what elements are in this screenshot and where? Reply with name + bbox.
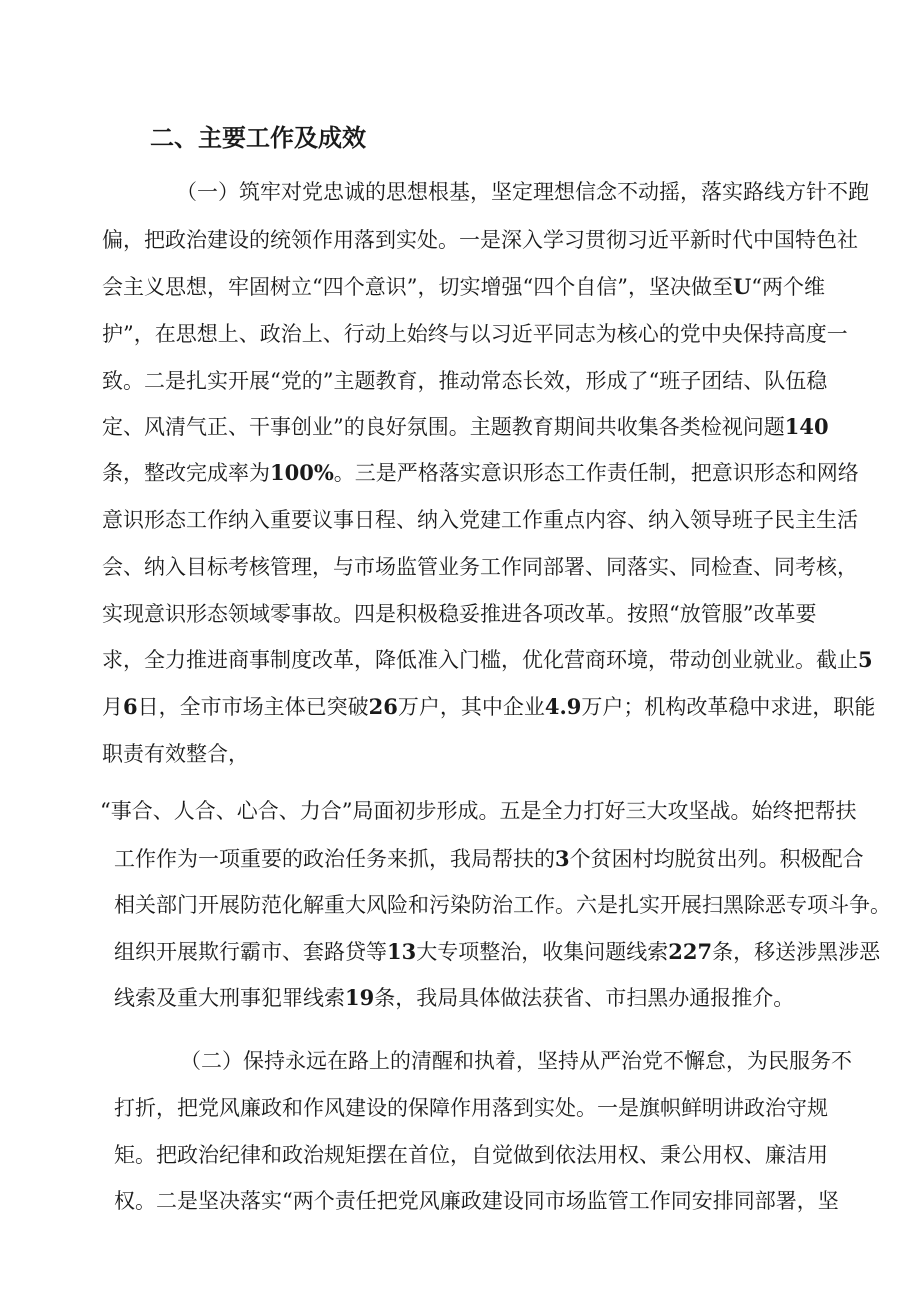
paragraph-line: 矩。把政治纪律和政治规矩摆在首位，自觉做到依法用权、秉公用权、廉洁用 — [114, 1143, 828, 1167]
number: 3 — [555, 846, 570, 871]
text-run: 会主义思想，牢固树立“四个意识”，切实增强“四个自信”，坚决做至 — [102, 275, 733, 299]
text-run: 。三是严格落实意识形态工作责任制，把意识形态和网络 — [333, 461, 859, 485]
text-run: 个贫困村均脱贫出列。积极配合 — [569, 847, 864, 871]
paragraph-line: 护”，在思想上、政治上、行动上始终与以习近平同志为核心的党中央保持高度一 — [102, 322, 848, 346]
text-run: 月 — [102, 695, 123, 719]
paragraph-line — [102, 412, 829, 442]
paragraph-line: （二）保持永远在路上的清醒和执着，坚持从严治党不懈怠，为民服务不 — [180, 1049, 852, 1073]
number: 227 — [668, 939, 713, 964]
text-run: 条，我局具体做法获省、市扫黑办通报推介。 — [374, 986, 795, 1010]
paragraph-line: 意识形态工作纳入重要议事日程、纳入党建工作重点内容、纳入领导班子民主生活 — [102, 508, 858, 532]
paragraph-line — [114, 844, 864, 874]
paragraph-line: 打折，把党风廉政和作风建设的保障作用落到实处。一是旗帜鲜明讲政治守规 — [114, 1096, 828, 1120]
paragraph-line: 会、纳入目标考核管理，与市场监管业务工作同部署、同落实、同检查、同考核， — [102, 555, 858, 579]
section-heading: 二、主要工作及成效 — [150, 124, 366, 152]
number: 5 — [858, 647, 873, 672]
paragraph-line — [102, 692, 875, 722]
paragraph-line — [102, 645, 873, 675]
paragraph-line: 职责有效整合， — [102, 742, 249, 766]
text-run: 万户；机构改革稳中求进，职能 — [581, 695, 876, 719]
typo-char: U — [732, 274, 752, 299]
number: 4.9 — [544, 694, 582, 719]
text-run: 工作作为一项重要的政治任务来抓，我局帮扶的 — [114, 847, 555, 871]
text-run: 求，全力推进商事制度改革，降低准入门槛，优化营商环境，带动创业就业。截止 — [102, 648, 858, 672]
number: 140 — [784, 414, 829, 439]
paragraph-line: 致。二是扎实开展“党的”主题教育，推动常态长效，形成了“班子团结、队伍稳 — [102, 369, 828, 393]
paragraph-line — [114, 937, 880, 967]
number: 26 — [368, 694, 398, 719]
text-run: “两个维 — [751, 275, 826, 299]
text-run: 日，全市市场主体已突破 — [137, 695, 369, 719]
paragraph-line: “事合、人合、心合、力合”局面初步形成。五是全力打好三大攻坚战。始终把帮扶 — [100, 799, 857, 823]
paragraph-line — [102, 458, 859, 488]
paragraph-line — [114, 983, 794, 1013]
number: 13 — [387, 939, 417, 964]
number: 6 — [123, 694, 138, 719]
text-run: 万户，其中企业 — [397, 695, 545, 719]
text-run: 大专项整治，收集问题线索 — [416, 940, 669, 964]
paragraph-line: 实现意识形态领域零事故。四是积极稳妥推进各项改革。按照“放管服”改革要 — [102, 602, 817, 626]
number: 19 — [345, 985, 375, 1010]
text-run: 组织开展欺行霸市、套路贷等 — [114, 940, 387, 964]
paragraph-line: 权。二是坚决落实“两个责任把党风廉政建设同市场监管工作同安排同部署，坚 — [114, 1189, 839, 1213]
text-run: 条，整改完成率为 — [102, 461, 270, 485]
text-run: 条，移送涉黑涉恶 — [712, 940, 881, 964]
paragraph-line: 偏，把政治建设的统领作用落到实处。一是深入学习贯彻习近平新时代中国特色社 — [102, 228, 858, 252]
paragraph-line: （一）筑牢对党忠诚的思想根基，坚定理想信念不动摇，落实路线方针不跑 — [176, 180, 869, 204]
paragraph-line — [102, 272, 825, 302]
number: 100% — [270, 460, 334, 485]
paragraph-line: 相关部门开展防范化解重大风险和污染防治工作。六是扎实开展扫黑除恶专项斗争。 — [114, 893, 891, 917]
text-run: 定、风清气正、干事创业”的良好氛围。主题教育期间共收集各类检视问题 — [102, 415, 785, 439]
text-run: 线索及重大刑事犯罪线索 — [114, 986, 345, 1010]
